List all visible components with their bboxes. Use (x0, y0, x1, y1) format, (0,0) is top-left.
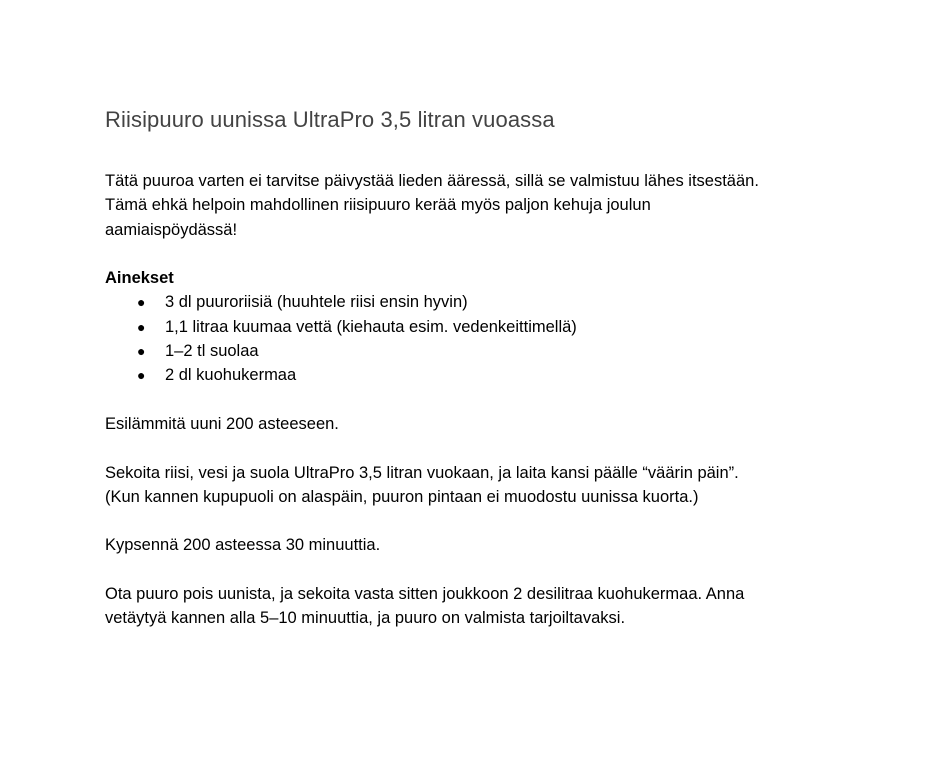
spacer (105, 136, 905, 169)
ingredients-heading: Ainekset (105, 269, 174, 288)
mix-line-2: (Kun kannen kupupuoli on alaspäin, puuron pintaan ei muodostu uunissa kuorta.) (105, 487, 699, 506)
intro-line-2: Tämä ehkä helpoin mahdollinen riisipuuro kerää myös paljon kehuja joulun (105, 196, 651, 215)
finish-line-2: vetäytyä kannen alla 5–10 minuuttia, ja puuro on valmista tarjoiltavaksi. (105, 609, 626, 628)
spacer (105, 436, 905, 460)
bake-text: Kypsennä 200 asteessa 30 minuuttia. (105, 536, 381, 555)
ingredient-text: 1,1 litraa kuumaa vettä (kiehauta esim. vedenkeittimellä) (165, 317, 577, 336)
intro-line-3: aamiaispöydässä! (105, 220, 238, 239)
bullet-icon: ● (137, 294, 146, 311)
document-page (105, 104, 905, 631)
mix-step (105, 461, 905, 510)
bullet-icon: ● (137, 343, 146, 360)
bake-step (105, 533, 905, 557)
ingredient-text: 1–2 tl suolaa (165, 342, 259, 361)
spacer (105, 388, 905, 412)
list-item (105, 363, 905, 387)
bullet-icon: ● (137, 318, 146, 335)
mix-line-1: Sekoita riisi, vesi ja suola UltraPro 3,5 litran vuokaan, ja laita kansi päälle “väärin päin”. (105, 463, 739, 482)
document-title: Riisipuuro uunissa UltraPro 3,5 litran vuoassa (105, 107, 555, 132)
spacer (105, 558, 905, 582)
spacer (105, 242, 905, 266)
list-item (105, 339, 905, 363)
bullet-icon: ● (137, 367, 146, 384)
intro-line-1: Tätä puuroa varten ei tarvitse päivystää lieden ääressä, sillä se valmistuu lähes itsestään. (105, 172, 759, 190)
ingredients-list (105, 290, 905, 387)
preheat-step (105, 412, 905, 436)
list-item (105, 315, 905, 339)
finish-line-1: Ota puuro pois uunista, ja sekoita vasta sitten joukkoon 2 desilitraa kuohukermaa. Anna (105, 585, 745, 604)
preheat-text: Esilämmitä uuni 200 asteeseen. (105, 414, 339, 433)
spacer (105, 509, 905, 533)
finish-step (105, 582, 905, 631)
list-item (105, 290, 905, 314)
ingredient-text: 3 dl puuroriisiä (huuhtele riisi ensin hyvin) (165, 293, 468, 312)
ingredient-text: 2 dl kuohukermaa (165, 366, 297, 385)
intro-paragraph (105, 169, 905, 242)
